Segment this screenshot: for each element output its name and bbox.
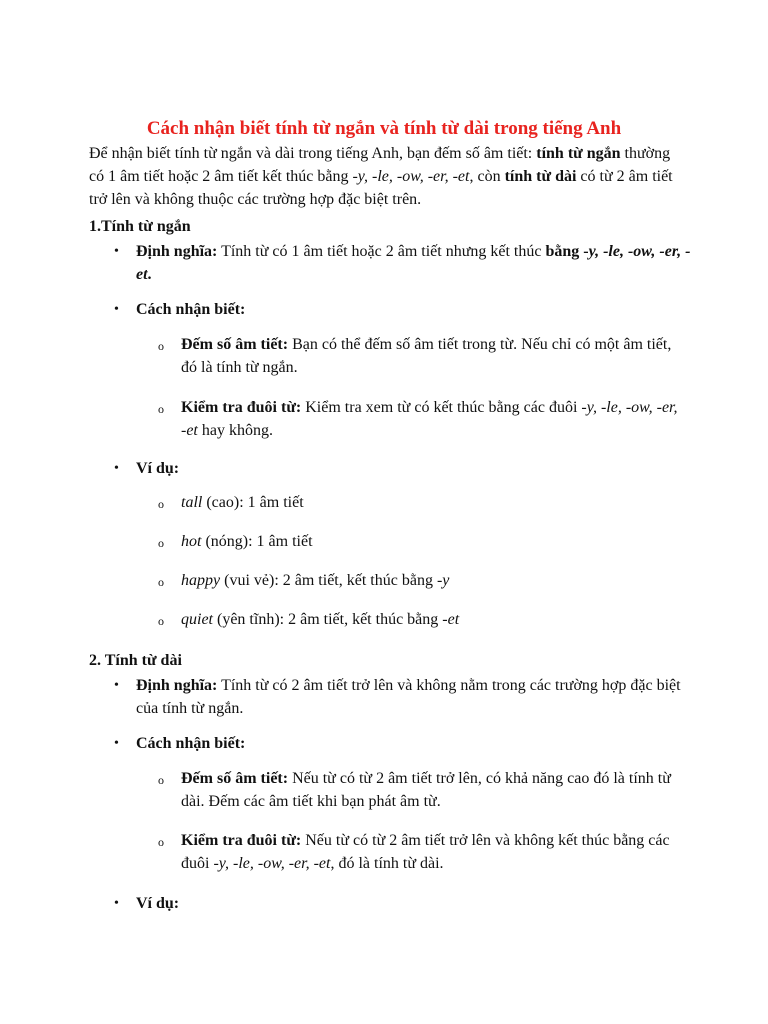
section2-heading: 2. Tính từ dài xyxy=(89,652,182,669)
section2-definition-text: Tính từ có 2 âm tiết trở lên và không nằm trong các trường hợp đặc biệt của tính từ ngắn. xyxy=(136,677,681,717)
intro-text-2: thường có 1 âm tiết hoặc 2 âm tiết kết thúc bằng xyxy=(89,145,671,185)
circle-bullet-icon: o xyxy=(158,339,164,353)
section1-examples-label: Ví dụ: xyxy=(136,460,180,477)
intro-bold-long-adjective: tính từ dài xyxy=(504,168,577,185)
example-item xyxy=(158,608,681,631)
section1-count-text: Bạn có thể đếm số âm tiết trong từ. Nếu chỉ có một âm tiết, đó là tính từ ngắn. xyxy=(181,336,672,376)
section1-examples xyxy=(114,457,696,480)
bullet-icon: • xyxy=(114,302,119,317)
intro-paragraph xyxy=(89,142,689,211)
circle-bullet-icon: o xyxy=(158,835,164,849)
document-title: Cách nhận biết tính từ ngắn và tính từ dài trong tiếng Anh xyxy=(146,118,622,139)
intro-bold-short-adjective: tính từ ngắn xyxy=(536,145,621,162)
example-desc: (yên tĩnh): 2 âm tiết, kết thúc bằng xyxy=(213,611,443,628)
bullet-icon: • xyxy=(114,896,119,911)
section2-count-text: Nếu từ có từ 2 âm tiết trở lên, có khả năng cao đó là tính từ dài. Đếm các âm tiết khi bạn phát âm từ. xyxy=(181,770,671,810)
section1-definition xyxy=(114,240,696,286)
section2-count-item xyxy=(158,767,681,813)
section1-count-label: Đếm số âm tiết: xyxy=(181,336,289,353)
section2-ending-text-1: Nếu từ có từ 2 âm tiết trở lên và không kết thúc bằng các đuôi xyxy=(181,832,670,872)
example-item xyxy=(158,569,681,592)
intro-text-4: có từ 2 âm tiết trở lên và không thuộc các trường hợp đặc biệt trên. xyxy=(89,168,673,208)
section1-ending-endings: -y, -le, -ow, -er, -et xyxy=(181,399,678,439)
section2-recognize xyxy=(114,732,696,755)
section1-definition-period: . xyxy=(147,266,152,283)
example-desc: (nóng): 1 âm tiết xyxy=(201,533,313,550)
bullet-icon: • xyxy=(114,678,119,693)
section1-ending-item xyxy=(158,396,681,442)
intro-endings: -y, -le, -ow, -er, -et xyxy=(352,168,470,185)
example-item xyxy=(158,491,681,514)
section2-recognize-label: Cách nhận biết: xyxy=(136,735,246,752)
section1-definition-text: Tính từ có 1 âm tiết hoặc 2 âm tiết nhưng kết thúc xyxy=(217,243,546,260)
section1-ending-label: Kiểm tra đuôi từ: xyxy=(181,399,302,416)
bullet-icon: • xyxy=(114,244,119,259)
circle-bullet-icon: o xyxy=(158,614,164,628)
example-word: tall xyxy=(181,494,203,511)
example-word: happy xyxy=(181,572,221,589)
example-word: hot xyxy=(181,533,202,550)
section1-count-item xyxy=(158,333,681,379)
bullet-icon: • xyxy=(114,461,119,476)
example-desc: (vui vẻ): 2 âm tiết, kết thúc bằng xyxy=(220,572,437,589)
section2-definition xyxy=(114,674,696,720)
section1-definition-endings: y, -le, -ow, -er, -et xyxy=(136,243,691,283)
section1-ending-text-1: Kiểm tra xem từ có kết thúc bằng các đuôi xyxy=(301,399,582,416)
section1-recognize xyxy=(114,298,696,321)
intro-text-3: , còn xyxy=(469,168,505,185)
section1-definition-label: Định nghĩa: xyxy=(136,243,218,260)
circle-bullet-icon: o xyxy=(158,575,164,589)
section2-ending-text-2: , đó là tính từ dài. xyxy=(330,855,444,872)
section1-ending-text-2: hay không. xyxy=(197,422,273,439)
example-desc: (cao): 1 âm tiết xyxy=(202,494,304,511)
section2-count-label: Đếm số âm tiết: xyxy=(181,770,289,787)
circle-bullet-icon: o xyxy=(158,773,164,787)
section2-ending-item xyxy=(158,829,681,875)
section2-ending-endings: -y, -le, -ow, -er, -et xyxy=(213,855,331,872)
example-word: quiet xyxy=(181,611,213,628)
section2-definition-label: Định nghĩa: xyxy=(136,677,218,694)
circle-bullet-icon: o xyxy=(158,497,164,511)
bullet-icon: • xyxy=(114,736,119,751)
section1-definition-bold: bằng - xyxy=(545,243,589,260)
section2-examples xyxy=(114,892,696,915)
section1-recognize-label: Cách nhận biết: xyxy=(136,301,246,318)
example-suffix: -et xyxy=(442,611,460,628)
example-suffix: -y xyxy=(436,572,450,589)
circle-bullet-icon: o xyxy=(158,402,164,416)
circle-bullet-icon: o xyxy=(158,536,164,550)
example-item xyxy=(158,530,681,553)
section2-examples-label: Ví dụ: xyxy=(136,895,180,912)
section2-ending-label: Kiểm tra đuôi từ: xyxy=(181,832,302,849)
section1-heading: 1.Tính từ ngắn xyxy=(89,218,191,235)
intro-text-1: Để nhận biết tính từ ngắn và dài trong tiếng Anh, bạn đếm số âm tiết: xyxy=(89,145,537,162)
